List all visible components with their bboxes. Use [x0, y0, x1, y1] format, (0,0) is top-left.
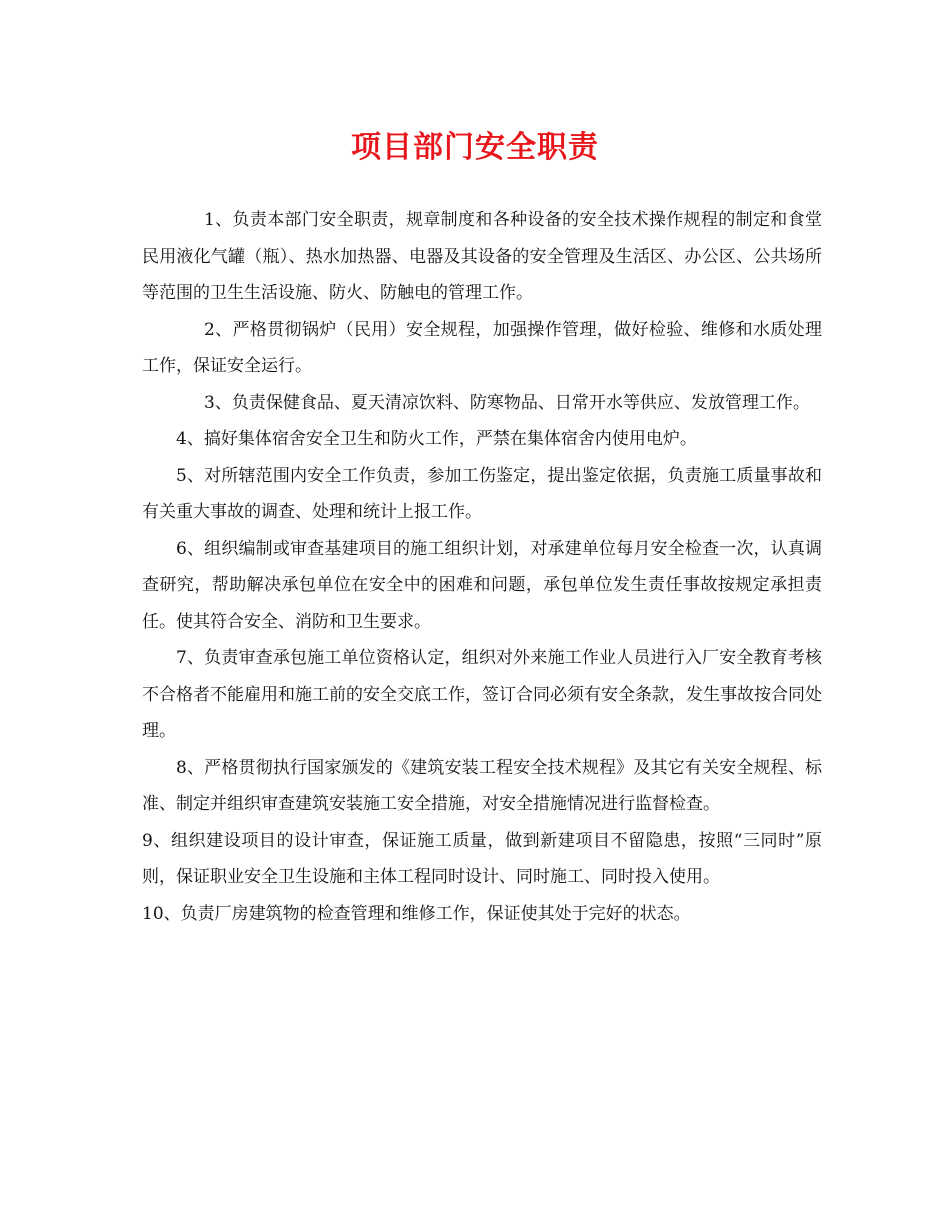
document-body: [142, 202, 822, 932]
paragraph-3: 3、负责保健食品、夏天清凉饮料、防寒物品、日常开水等供应、发放管理工作。: [204, 392, 810, 413]
paragraph-6: 6、组织编制或审查基建项目的施工组织计划，对承建单位每月安全检查一次，认真调查研究，帮助解决承包单位在安全中的困难和问题，承包单位发生责任事故按规定承担责任。使其符合安全、消防和卫生要求。: [142, 538, 822, 632]
paragraph-7: 7、负责审查承包施工单位资格认定，组织对外来施工作业人员进行入厂安全教育考核不合格者不能雇用和施工前的安全交底工作，签订合同必须有安全条款，发生事故按合同处理。: [142, 648, 822, 741]
paragraph-2: 2、严格贯彻锅炉（民用）安全规程，加强操作管理，做好检验、维修和水质处理工作，保证安全运行。: [142, 319, 822, 376]
paragraph-4: 4、搞好集体宿舍安全卫生和防火工作，严禁在集体宿舍内使用电炉。: [176, 429, 697, 449]
paragraph-10: 10、负责厂房建筑物的检查管理和维修工作，保证使其处于完好的状态。: [142, 903, 691, 924]
paragraph-9: 9、组织建设项目的设计审查，保证施工质量，做到新建项目不留隐患，按照“三同时”原则，保证职业安全卫生设施和主体工程同时设计、同时施工、同时投入使用。: [142, 830, 822, 887]
paragraph-1: 1、负责本部门安全职责，规章制度和各种设备的安全技术操作规程的制定和食堂民用液化气罐（瓶）、热水加热器、电器及其设备的安全管理及生活区、办公区、公共场所等范围的卫生生活设施、防火、防触电的管理工作。: [142, 210, 822, 303]
document-title: 项目部门安全职责: [351, 130, 599, 165]
paragraph-8: 8、严格贯彻执行国家颁发的《建筑安装工程安全技术规程》及其它有关安全规程、标准、制定并组织审查建筑安装施工安全措施，对安全措施情况进行监督检查。: [142, 757, 822, 814]
paragraph-5: 5、对所辖范围内安全工作负责，参加工伤鉴定，提出鉴定依据，负责施工质量事故和有关重大事故的调查、处理和统计上报工作。: [142, 465, 822, 522]
